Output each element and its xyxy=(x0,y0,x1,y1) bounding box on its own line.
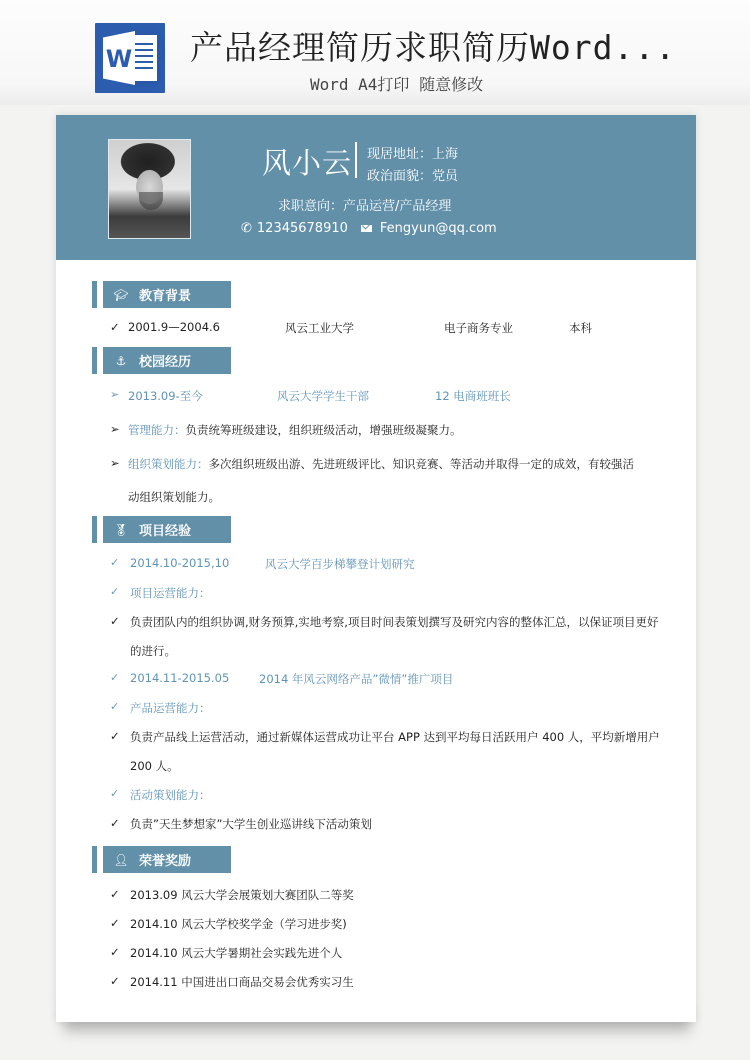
address: 现居地址：上海 xyxy=(367,147,459,162)
resume-header xyxy=(56,115,696,260)
resume-page xyxy=(56,115,696,1022)
arrow-mark: ➢ xyxy=(110,422,120,436)
check-mark: ✓ xyxy=(110,816,120,830)
section-title: 荣誉奖励 xyxy=(139,854,192,869)
check-mark: ✓ xyxy=(110,916,120,930)
check-mark: ✓ xyxy=(110,729,120,743)
ability-label: 产品运营能力： xyxy=(130,701,211,715)
project-period: 2014.11-2015.05 xyxy=(130,671,230,685)
project-period: 2014.10-2015,10 xyxy=(130,556,230,570)
education-entry xyxy=(110,320,670,336)
ability-label: 组织策划能力： xyxy=(128,457,209,471)
education-major: 电子商务专业 xyxy=(444,321,513,335)
ability-label: 活动策划能力： xyxy=(130,788,211,802)
check-mark: ✓ xyxy=(110,700,120,713)
section-title-box xyxy=(103,281,231,308)
document-subtitle: Word A4打印 随意修改 xyxy=(310,75,484,94)
description-text: 负责团队内的组织协调,财务预算,实地考察,项目时间表策划撰写及研究内容的整体汇总，以保证项目更好 xyxy=(130,615,659,629)
campus-item-continuation: 动组织策划能力。 xyxy=(128,490,220,504)
section-title-box xyxy=(103,516,231,543)
profile-photo xyxy=(108,139,191,239)
ability-label: 管理能力： xyxy=(128,423,186,437)
word-letter: W xyxy=(105,45,133,73)
section-stub xyxy=(92,347,97,374)
section-title: 项目经验 xyxy=(139,524,192,539)
education-school: 风云工业大学 xyxy=(285,321,354,335)
project-description-continuation: 的进行。 xyxy=(130,644,176,658)
campus-org: 风云大学学生干部 xyxy=(277,389,369,403)
medal-icon: 🏅︎ xyxy=(113,522,129,537)
description-text: 负责产品线上运营活动，通过新媒体运营成功让平台 APP 达到平均每日活跃用户 400 人，平均新增用户 xyxy=(130,730,660,744)
check-mark: ✓ xyxy=(110,320,120,334)
phone-icon: ✆ xyxy=(241,221,252,236)
word-app-icon xyxy=(95,23,165,93)
graduation-cap-icon: 🎓︎ xyxy=(113,287,129,302)
campus-entry xyxy=(110,388,670,404)
award-text: 2014.10 风云大学暑期社会实践先进个人 xyxy=(130,946,343,960)
job-objective: 求职意向：产品运营/产品经理 xyxy=(278,199,452,214)
political-status: 政治面貌：党员 xyxy=(367,169,459,184)
check-mark: ✓ xyxy=(110,787,120,800)
anchor-icon: ⚓︎ xyxy=(115,353,127,368)
check-mark: ✓ xyxy=(110,974,120,988)
campus-item xyxy=(110,456,634,472)
check-mark: ✓ xyxy=(110,671,120,684)
section-title: 教育背景 xyxy=(139,289,192,304)
ability-text: 负责统筹班级建设，组织班级活动，增强班级凝聚力。 xyxy=(185,423,462,437)
name-divider xyxy=(355,142,357,178)
contact-line xyxy=(241,221,497,236)
section-stub xyxy=(92,846,97,873)
check-mark: ✓ xyxy=(110,945,120,959)
document-title: 产品经理简历求职简历Word... xyxy=(190,28,677,67)
ability-text: 多次组织班级出游、先进班级评比、知识竞赛、等活动并取得一定的成效，有较强活 xyxy=(208,457,634,471)
project-name: 风云大学百步梯攀登计划研究 xyxy=(265,557,415,571)
check-mark: ✓ xyxy=(110,556,120,569)
candidate-name: 风小云 xyxy=(262,146,353,180)
project-header xyxy=(110,671,670,687)
award-text: 2014.10 风云大学校奖学金（学习进步奖) xyxy=(130,917,347,931)
section-stub xyxy=(92,281,97,308)
ability-label: 项目运营能力： xyxy=(130,586,211,600)
mail-icon xyxy=(361,225,372,232)
section-title-box xyxy=(103,347,231,374)
check-mark: ✓ xyxy=(110,887,120,901)
campus-period: 2013.09-至今 xyxy=(128,389,203,403)
campus-item xyxy=(110,422,462,438)
project-description-continuation: 200 人。 xyxy=(130,759,179,773)
section-title-box xyxy=(103,846,231,873)
arrow-mark: ➢ xyxy=(110,456,120,470)
education-degree: 本科 xyxy=(569,321,592,335)
description-text: 负责”天生梦想家”大学生创业巡讲线下活动策划 xyxy=(130,817,372,831)
award-text: 2013.09 风云大学会展策划大赛团队二等奖 xyxy=(130,888,354,902)
education-period: 2001.9—2004.6 xyxy=(128,320,220,334)
section-title: 校园经历 xyxy=(139,355,192,370)
arrow-mark: ➢ xyxy=(110,388,120,401)
project-name: 2014 年风云网络产品”微情”推广项目 xyxy=(259,672,454,686)
user-icon: 👤︎ xyxy=(113,852,129,867)
award-text: 2014.11 中国进出口商品交易会优秀实习生 xyxy=(130,975,354,989)
check-mark: ✓ xyxy=(110,585,120,598)
phone-number: 12345678910 xyxy=(256,221,348,236)
check-mark: ✓ xyxy=(110,614,120,628)
email-address: Fengyun@qq.com xyxy=(379,221,497,236)
project-header xyxy=(110,556,670,572)
section-stub xyxy=(92,516,97,543)
campus-role: 12 电商班班长 xyxy=(435,389,511,403)
